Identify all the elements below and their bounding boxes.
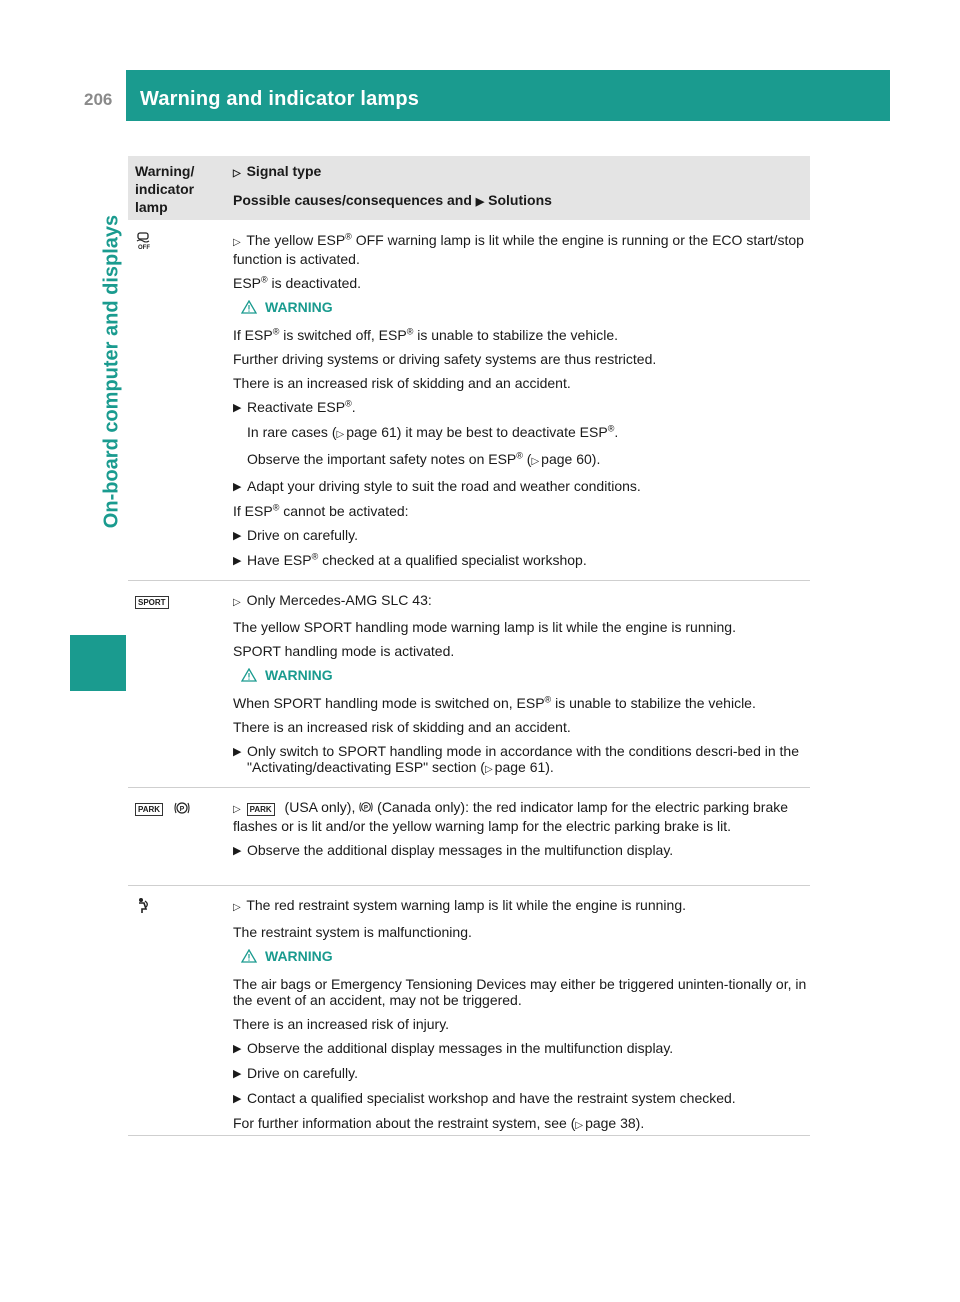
esp-w1-c: is unable to stabilize the vehicle.	[413, 327, 619, 343]
esp-p2-b: cannot be activated:	[279, 503, 409, 519]
park-icon: PARK	[135, 803, 163, 816]
symbols-arrow: ▶	[233, 1043, 242, 1055]
header-solutions: Solutions	[488, 192, 552, 208]
page-title: Warning and indicator lamps	[140, 88, 420, 110]
esp-s1-sub2-b: (	[522, 451, 532, 467]
esp-warning: WARNING	[265, 299, 333, 315]
esp-s1-sub2-c: page 60).	[541, 451, 601, 467]
symbols-reg: ®	[272, 502, 280, 513]
triangle-icon: ▷	[233, 237, 241, 248]
sport-warning: WARNING	[265, 667, 333, 683]
esp-p1-b: is deactivated.	[267, 275, 362, 291]
sport-w1-a: When SPORT handling mode is switched on, ESP	[233, 695, 545, 711]
symbols-reg: ®	[406, 326, 414, 337]
symbols-arrow: ▶	[233, 530, 242, 542]
table-row-park	[128, 789, 810, 886]
esp-intro-b: OFF warning lamp is lit while the engine is running or the ECO start/stop function is activated.	[233, 232, 804, 267]
restraint-w1: The air bags or Emergency Tensioning Devices may either be triggered uninten-tionally or, in the event of an accident, may not be triggered.	[233, 976, 807, 1008]
header-signal-type: Signal type	[246, 163, 322, 179]
warning-triangle-icon	[241, 300, 257, 314]
esp-intro-a: The yellow ESP	[246, 232, 346, 248]
table-row-restraint	[128, 887, 810, 1136]
restraint-system-icon	[135, 897, 151, 920]
warning-triangle-icon	[241, 668, 257, 682]
symbols-triangle: ▷	[233, 597, 241, 608]
symbols-triangle: ▷	[336, 429, 345, 440]
sport-p1: The yellow SPORT handling mode warning lamp is lit while the engine is running.	[233, 619, 736, 635]
sport-intro: Only Mercedes-AMG SLC 43:	[246, 592, 432, 608]
header-causes: Possible causes/consequences and	[233, 192, 472, 208]
restraint-intro: The red restraint system warning lamp is lit while the engine is running.	[246, 897, 686, 913]
esp-s4-a: Have ESP	[247, 552, 312, 568]
symbols-reg: ®	[345, 398, 352, 409]
esp-p1-a: ESP	[233, 275, 262, 291]
symbols-reg: ®	[544, 694, 552, 705]
table-header	[128, 156, 810, 220]
park-intro-a: (USA only),	[280, 799, 360, 815]
symbols-reg: ®	[272, 326, 280, 337]
sport-s1-b: page 61).	[494, 759, 554, 775]
symbols-triangle: ▷	[575, 1120, 584, 1131]
page-number	[70, 70, 126, 121]
symbols-reg: ®	[261, 274, 268, 285]
esp-s1-b: .	[351, 399, 356, 415]
restraint-description	[233, 897, 808, 1142]
symbols-reg: ®	[345, 231, 352, 242]
table-row-esp-off	[128, 222, 810, 581]
warning-heading	[233, 667, 808, 683]
symbols-arrow: ▶	[233, 555, 242, 567]
sport-w2: There is an increased risk of skidding and an accident.	[233, 719, 571, 735]
warning-triangle-icon	[241, 949, 257, 963]
side-tab-label: On-board computer and displays	[100, 214, 123, 529]
symbols-reg: ®	[516, 450, 523, 461]
symbols-arrow: ▶	[233, 481, 242, 493]
restraint-s2: Drive on carefully.	[247, 1065, 359, 1081]
table-row-sport	[128, 582, 810, 788]
esp-s1-sub1-a: In rare cases (	[247, 424, 337, 440]
header-col-lamp-line: Warning/	[135, 163, 195, 179]
warning-heading	[233, 299, 808, 315]
parking-brake-icon	[174, 800, 190, 816]
esp-w3: There is an increased risk of skidding and an accident.	[233, 375, 571, 391]
symbols-triangle: ▷	[531, 456, 540, 467]
symbols-reg: ®	[311, 551, 319, 562]
sport-description	[233, 592, 808, 786]
header-col-lamp-line: lamp	[135, 199, 168, 215]
header-col-lamp-line: indicator	[135, 181, 195, 197]
esp-s1-sub1-b: page 61) it may be best to deactivate ESP	[346, 424, 608, 440]
symbols-arrow: ▶	[233, 746, 242, 758]
sport-icon-label: SPORT	[135, 596, 169, 609]
park-icons	[135, 799, 190, 817]
esp-p2-a: If ESP	[233, 503, 273, 519]
esp-s4-b: checked at a qualified specialist workshop.	[318, 552, 587, 568]
header-col-lamp	[135, 162, 194, 216]
triangle-icon: ▷	[233, 168, 241, 179]
park-intro-b: (Canada only): the red indicator lamp for the electric parking brake flashes or is lit and/or the yellow warning lamp for the electric parking brake is lit.	[233, 799, 789, 834]
sport-icon	[135, 592, 175, 610]
esp-s2: Adapt your driving style to suit the road and weather conditions.	[247, 478, 641, 494]
symbols-triangle: ▷	[233, 804, 241, 815]
restraint-w2: There is an increased risk of injury.	[233, 1016, 450, 1032]
warning-heading	[233, 948, 808, 964]
restraint-s3: Contact a qualified specialist workshop and have the restraint system checked.	[247, 1090, 736, 1106]
esp-w1-b: is switched off, ESP	[279, 327, 407, 343]
sport-p2: SPORT handling mode is activated.	[233, 643, 455, 659]
park-description	[233, 799, 808, 867]
svg-text:P: P	[179, 805, 184, 813]
sport-w1-b: is unable to stabilize the vehicle.	[551, 695, 756, 711]
esp-w2: Further driving systems or driving safety systems are thus restricted.	[233, 351, 657, 367]
svg-text:OFF: OFF	[138, 245, 150, 250]
esp-s1-sub2-a: Observe the important safety notes on ESP	[247, 451, 517, 467]
restraint-p2-b: page 38).	[585, 1115, 645, 1131]
esp-off-icon	[135, 232, 151, 255]
esp-s3: Drive on carefully.	[247, 527, 359, 543]
park-s1: Observe the additional display messages in the multifunction display.	[247, 842, 674, 858]
esp-s1-sub1-c: .	[614, 424, 619, 440]
page-number-text: 206	[84, 90, 113, 109]
symbols-arrow: ▶	[233, 1093, 242, 1105]
park-icon-label: PARK	[247, 803, 275, 816]
side-tab	[70, 140, 126, 620]
restraint-s1: Observe the additional display messages in the multifunction display.	[247, 1040, 674, 1056]
esp-off-description	[233, 232, 808, 577]
arrow-icon: ▶	[475, 196, 485, 208]
restraint-warning: WARNING	[265, 948, 333, 964]
sport-s1-a: Only switch to SPORT handling mode in accordance with the conditions descri-bed in the "Activating/deactivating ESP" section (	[247, 743, 800, 775]
side-marker	[70, 635, 126, 691]
symbols-arrow: ▶	[233, 1068, 242, 1080]
symbols-arrow: ▶	[233, 845, 242, 857]
symbols-triangle: ▷	[484, 764, 493, 775]
symbols-reg: ®	[607, 423, 615, 434]
esp-w1-a: If ESP	[233, 327, 273, 343]
svg-text:P: P	[364, 804, 369, 812]
arrow-icon: ▶	[233, 402, 242, 414]
header-col-signal	[233, 162, 552, 211]
restraint-p2-a: For further information about the restraint system, see (	[233, 1115, 576, 1131]
symbols-triangle: ▷	[233, 902, 241, 913]
restraint-p1: The restraint system is malfunctioning.	[233, 924, 472, 940]
esp-s1-a: Reactivate ESP	[247, 399, 346, 415]
